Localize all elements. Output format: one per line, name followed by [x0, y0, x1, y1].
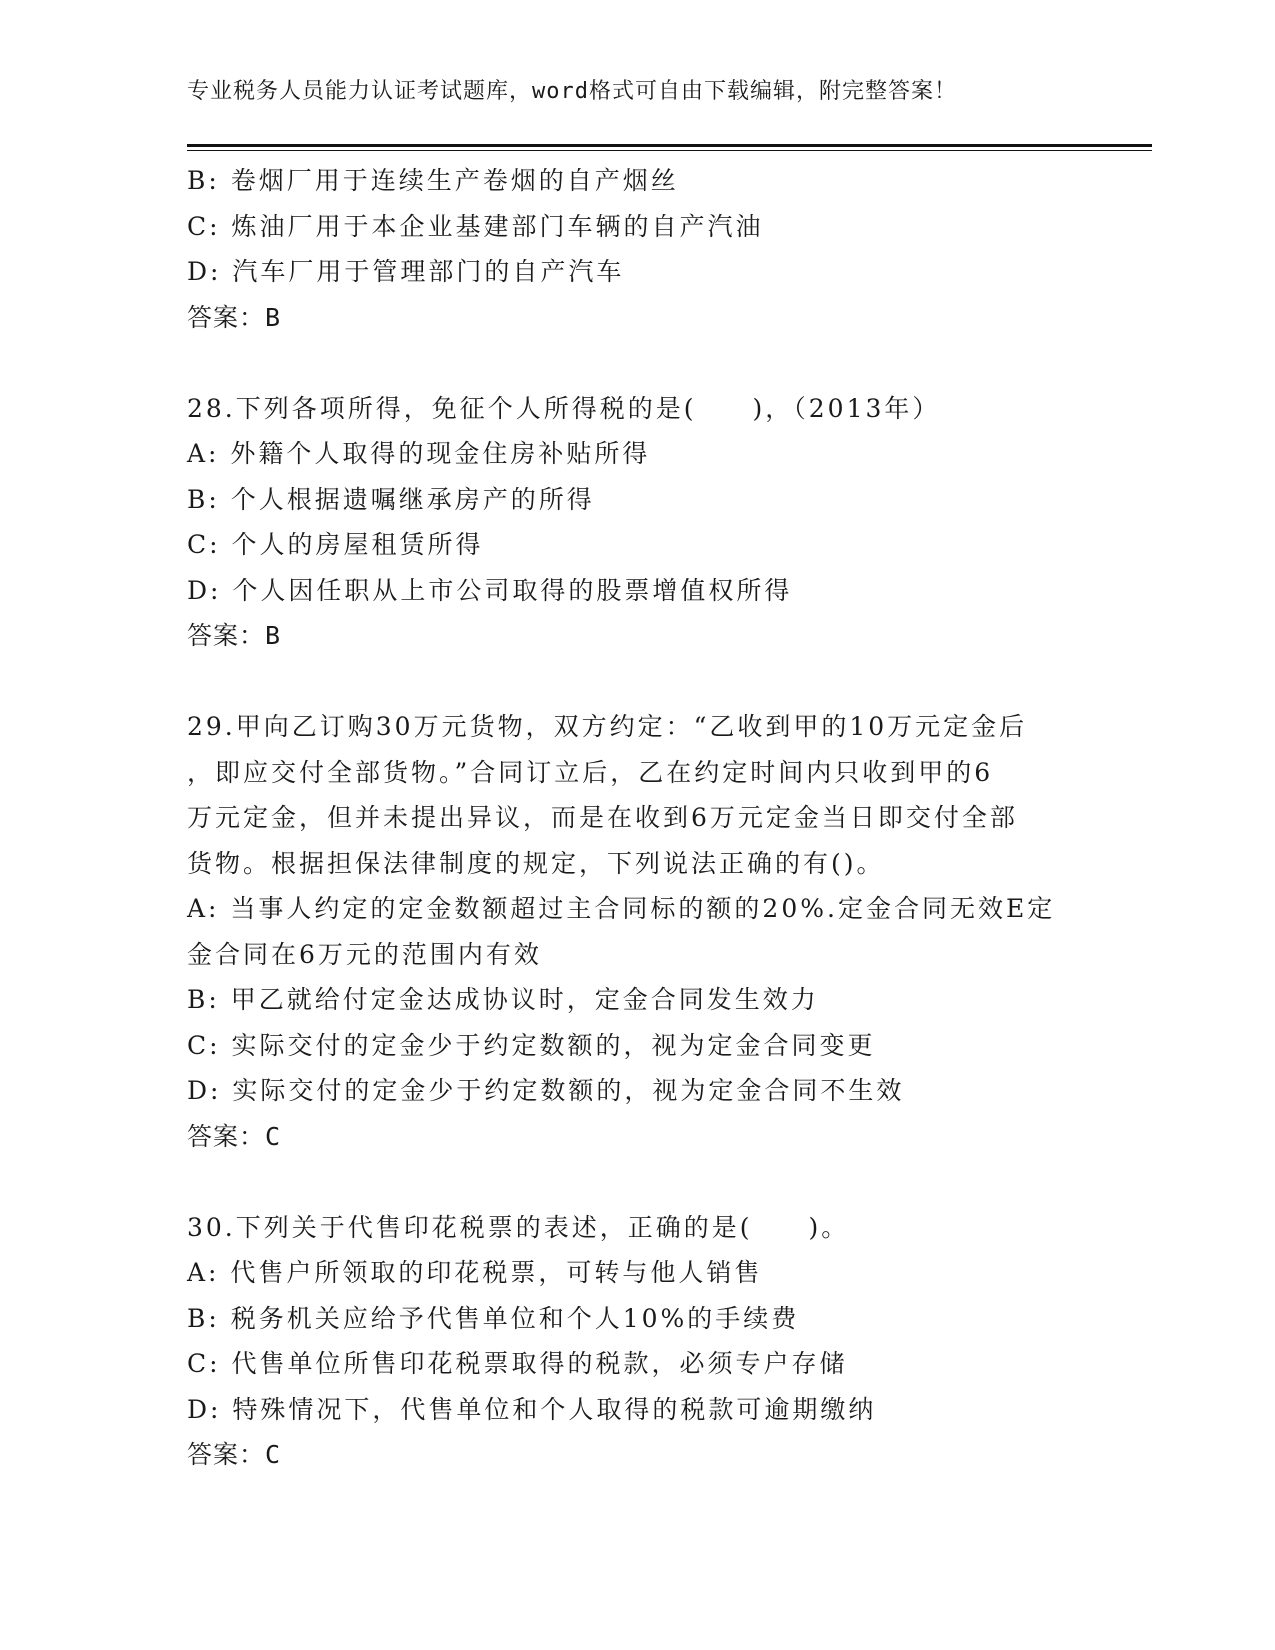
- option-c: C: 炼油厂用于本企业基建部门车辆的自产汽油: [187, 211, 764, 241]
- option-a: A: 外籍个人取得的现金住房补贴所得: [187, 439, 651, 468]
- answer-value: C: [265, 1121, 282, 1151]
- option-a: A: 代售户所领取的印花税票，可转与他人销售: [187, 1258, 763, 1287]
- question-stem-line: ，即应交付全部货物。”合同订立后，乙在约定时间内只收到甲的6: [187, 757, 994, 787]
- question-30: [187, 1205, 1087, 1478]
- answer-value: C: [265, 1440, 282, 1469]
- page-header: 专业税务人员能力认证考试题库，word格式可自由下载编辑，附完整答案！: [187, 79, 957, 104]
- question-stem: 28.下列各项所得，免征个人所得税的是( )，（2013年）: [187, 393, 941, 423]
- option-c: C: 实际交付的定金少于约定数额的，视为定金合同变更: [187, 1030, 876, 1060]
- question-stem: 30.下列关于代售印花税票的表述，正确的是( )。: [187, 1212, 850, 1242]
- answer-line: [187, 1114, 1087, 1160]
- option-d: D: 特殊情况下，代售单位和个人取得的税款可逾期缴纳: [187, 1394, 877, 1424]
- option-b: B: 个人根据遗嘱继承房产的所得: [187, 484, 595, 514]
- answer-value: B: [265, 621, 282, 650]
- spacer: [187, 1159, 1087, 1205]
- question-28: [187, 386, 1087, 659]
- answer-label: 答案：: [187, 1440, 266, 1469]
- option-b: B: 卷烟厂用于连续生产卷烟的自产烟丝: [187, 166, 679, 195]
- question-29: [187, 704, 1087, 1159]
- question-stem-line: 29.甲向乙订购30万元货物，双方约定：“乙收到甲的10万元定金后: [187, 712, 1028, 741]
- answer-label: 答案：: [187, 621, 266, 650]
- answer-label: 答案：: [187, 1121, 266, 1151]
- option-b: B: 甲乙就给付定金达成协议时，定金合同发生效力: [187, 985, 819, 1014]
- header-rule-thick: [187, 144, 1152, 147]
- question-27: [187, 158, 1087, 340]
- spacer: [187, 659, 1087, 705]
- question-list: [187, 158, 1087, 1478]
- option-a: A: 当事人约定的定金数额超过主合同标的额的20%.定金合同无效E定: [187, 894, 1056, 923]
- option-c: C: 个人的房屋租赁所得: [187, 530, 484, 559]
- header-rule-thin: [187, 150, 1152, 151]
- option-d: D: 个人因任职从上市公司取得的股票增值权所得: [187, 575, 793, 605]
- answer-value: B: [265, 302, 282, 332]
- answer-line: [187, 1432, 1087, 1478]
- option-d: D: 汽车厂用于管理部门的自产汽车: [187, 257, 625, 286]
- answer-label: 答案：: [187, 302, 266, 332]
- question-stem-line: 万元定金，但并未提出异议，而是在收到6万元定金当日即交付全部: [187, 803, 1018, 832]
- option-b: B: 税务机关应给予代售单位和个人10%的手续费: [187, 1303, 800, 1333]
- option-a-continued: 金合同在6万元的范围内有效: [187, 939, 542, 969]
- spacer: [187, 340, 1087, 386]
- answer-line: [187, 613, 1087, 659]
- option-d: D: 实际交付的定金少于约定数额的，视为定金合同不生效: [187, 1076, 905, 1105]
- question-stem-line: 货物。根据担保法律制度的规定，下列说法正确的有()。: [187, 848, 885, 878]
- answer-line: [187, 295, 1087, 341]
- option-c: C: 代售单位所售印花税票取得的税款，必须专户存储: [187, 1349, 848, 1378]
